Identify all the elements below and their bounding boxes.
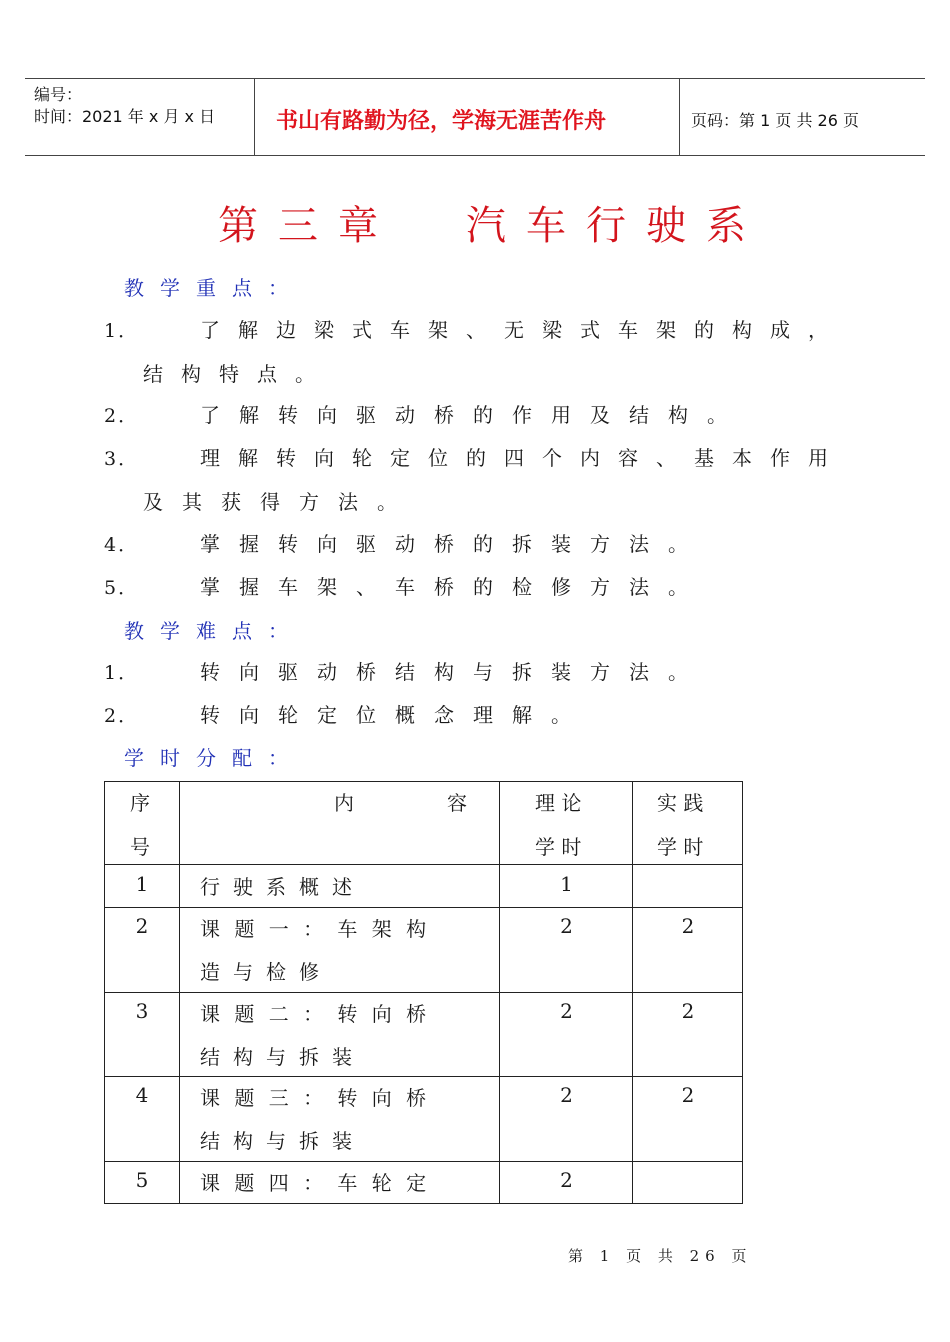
row-seq: 2: [135, 914, 149, 938]
header-motto: 书山有路勤为径，学海无涯苦作舟: [276, 109, 607, 134]
key-points-heading: 教学重点：: [124, 276, 304, 300]
difficulty-number: 1．: [104, 662, 140, 684]
header-divider-1: [254, 78, 255, 156]
row-theory-hours: 2: [560, 914, 573, 938]
col-header-seq-line2: 号: [130, 835, 150, 859]
row-theory-hours: 2: [560, 999, 573, 1023]
col-header-theory-line2: 学 时: [535, 835, 582, 859]
row-content: 课 题 三 ： 转 向 桥: [200, 1086, 431, 1110]
chapter-name: 汽车行驶系: [466, 203, 766, 249]
row-theory-hours: 2: [560, 1168, 573, 1192]
header-page-info: 页码：第 1 页 共 26 页: [691, 111, 859, 130]
difficulty-text: 转向驱动桥结构与拆装方法。: [200, 660, 707, 684]
row-practice-hours: 2: [681, 914, 695, 938]
row-practice-hours: 2: [681, 1083, 695, 1107]
page-footer: 第 1 页 共 26 页: [568, 1247, 753, 1265]
key-point-text: 了解转向驱动桥的作用及结构。: [200, 403, 746, 427]
table-row-rule: [104, 992, 743, 993]
row-content-continuation: 结构与拆装: [200, 1045, 365, 1069]
row-content: 课 题 四 ： 车 轮 定: [200, 1171, 431, 1195]
key-point-continuation: 及其获得方法。: [143, 490, 416, 514]
header-bottom-rule: [25, 155, 925, 156]
key-point-number: 3．: [104, 448, 140, 470]
difficulty-number: 2．: [104, 705, 140, 727]
difficulties-heading: 教学难点：: [124, 619, 304, 643]
header-divider-2: [679, 78, 680, 156]
difficulty-text: 转向轮定位概念理解。: [200, 703, 590, 727]
row-seq: 3: [135, 999, 149, 1023]
key-point-number: 1．: [104, 320, 140, 342]
table-row-rule: [104, 864, 743, 865]
key-point-text: 理解转向轮定位的四个内容、基本作用: [200, 446, 846, 470]
row-seq: 5: [135, 1168, 149, 1192]
row-content: 行驶系概述: [200, 875, 365, 899]
document-time-label: 时间：2021 年 x 月 x 日: [34, 107, 216, 126]
col-header-content-part2: 容: [447, 791, 467, 815]
row-theory-hours: 2: [560, 1083, 573, 1107]
row-seq: 1: [135, 872, 149, 896]
key-point-text: 掌握车架、车桥的检修方法。: [200, 575, 707, 599]
chapter-number: 第三章: [218, 203, 398, 249]
row-content: 课 题 二 ： 转 向 桥: [200, 1002, 431, 1026]
row-content: 课 题 一 ： 车 架 构: [200, 917, 431, 941]
col-header-practice-line2: 学 时: [657, 835, 704, 859]
col-header-theory-line1: 理 论: [535, 791, 582, 815]
col-header-content-part1: 内: [334, 791, 354, 815]
key-point-number: 5．: [104, 577, 140, 599]
key-point-number: 4．: [104, 534, 140, 556]
col-header-practice-line1: 实 践: [657, 791, 704, 815]
row-practice-hours: 2: [681, 999, 695, 1023]
row-seq: 4: [135, 1083, 149, 1107]
key-point-continuation: 结构特点。: [143, 362, 333, 386]
table-row-rule: [104, 907, 743, 908]
hours-heading: 学时分配：: [124, 746, 304, 770]
key-point-number: 2．: [104, 405, 140, 427]
key-point-text: 了解边梁式车架、无梁式车架的构成，: [200, 318, 846, 342]
table-row-rule: [104, 1161, 743, 1162]
row-content-continuation: 结构与拆装: [200, 1129, 365, 1153]
header-top-rule: [25, 78, 925, 79]
row-theory-hours: 1: [560, 872, 573, 896]
table-row-rule: [104, 1076, 743, 1077]
document-number-label: 编号：: [34, 85, 83, 104]
row-content-continuation: 造与检修: [200, 960, 332, 984]
col-header-seq-line1: 序: [130, 791, 150, 815]
key-point-text: 掌握转向驱动桥的拆装方法。: [200, 532, 707, 556]
